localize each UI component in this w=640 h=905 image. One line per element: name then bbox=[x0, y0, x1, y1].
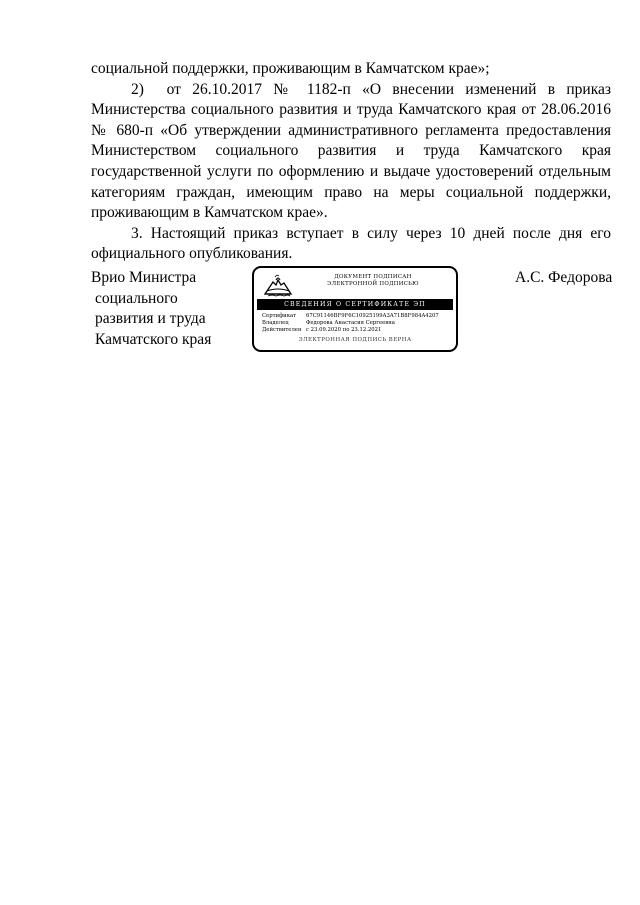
stamp-value: с 23.09.2020 по 23.12.2021 bbox=[306, 327, 382, 334]
paragraph-continuation: социальной поддержки, проживающим в Камчатском крае»; bbox=[91, 60, 490, 77]
stamp-label: Сертификат bbox=[262, 313, 297, 319]
electronic-signature-stamp bbox=[252, 266, 458, 352]
signer-name: А.С. Федорова bbox=[515, 269, 613, 286]
signer-position bbox=[91, 268, 211, 350]
document-body bbox=[91, 59, 611, 265]
stamp-value: 67C91146BF9F6C10925199A3A71B8F984A4207 bbox=[306, 313, 439, 319]
stamp-header-line: ДОКУМЕНТ ПОДПИСАН bbox=[334, 274, 412, 280]
signer-position-line: Врио Министра bbox=[91, 269, 197, 286]
stamp-label: Владелец bbox=[262, 320, 289, 327]
signer-position-line: социального bbox=[95, 289, 178, 307]
paragraph-item-3: 3. Настоящий приказ вступает в силу через 10 дней после дня его официального опубликования. bbox=[91, 224, 611, 263]
stamp-header-line: ЭЛЕКТРОННОЙ ПОДПИСЬЮ bbox=[327, 281, 419, 287]
stamp-footer: ЭЛЕКТРОННАЯ ПОДПИСЬ ВЕРНА bbox=[298, 337, 412, 343]
stamp-row-validity bbox=[262, 327, 454, 334]
signer-position-line: Камчатского края bbox=[95, 330, 212, 348]
signer-position-line: развития и труда bbox=[95, 310, 206, 328]
stamp-row-certificate bbox=[262, 313, 454, 320]
stamp-row-owner bbox=[262, 320, 454, 327]
stamp-certificate-bar: СВЕДЕНИЯ О СЕРТИФИКАТЕ ЭП bbox=[257, 299, 453, 310]
kamchatka-volcano-emblem-icon bbox=[263, 273, 293, 297]
stamp-details bbox=[262, 313, 454, 335]
stamp-value: Федорова Анастасия Сергеевна bbox=[306, 320, 395, 327]
paragraph-item-2: 2) от 26.10.2017 № 1182-п «О внесении изменений в приказ Министерства социального развития и труда Камчатского края от 28.06.2016 № 680-п «Об утверждении административного регламента предоставления Министерством социального развития и труда Камчатского края государственной услуги по оформлению и выдаче удостоверений отдельным категориям граждан, имеющим право на меры социальной поддержки, проживающим в Камчатском крае». bbox=[91, 80, 611, 222]
stamp-header bbox=[298, 274, 448, 288]
stamp-label: Действителен bbox=[262, 327, 302, 334]
